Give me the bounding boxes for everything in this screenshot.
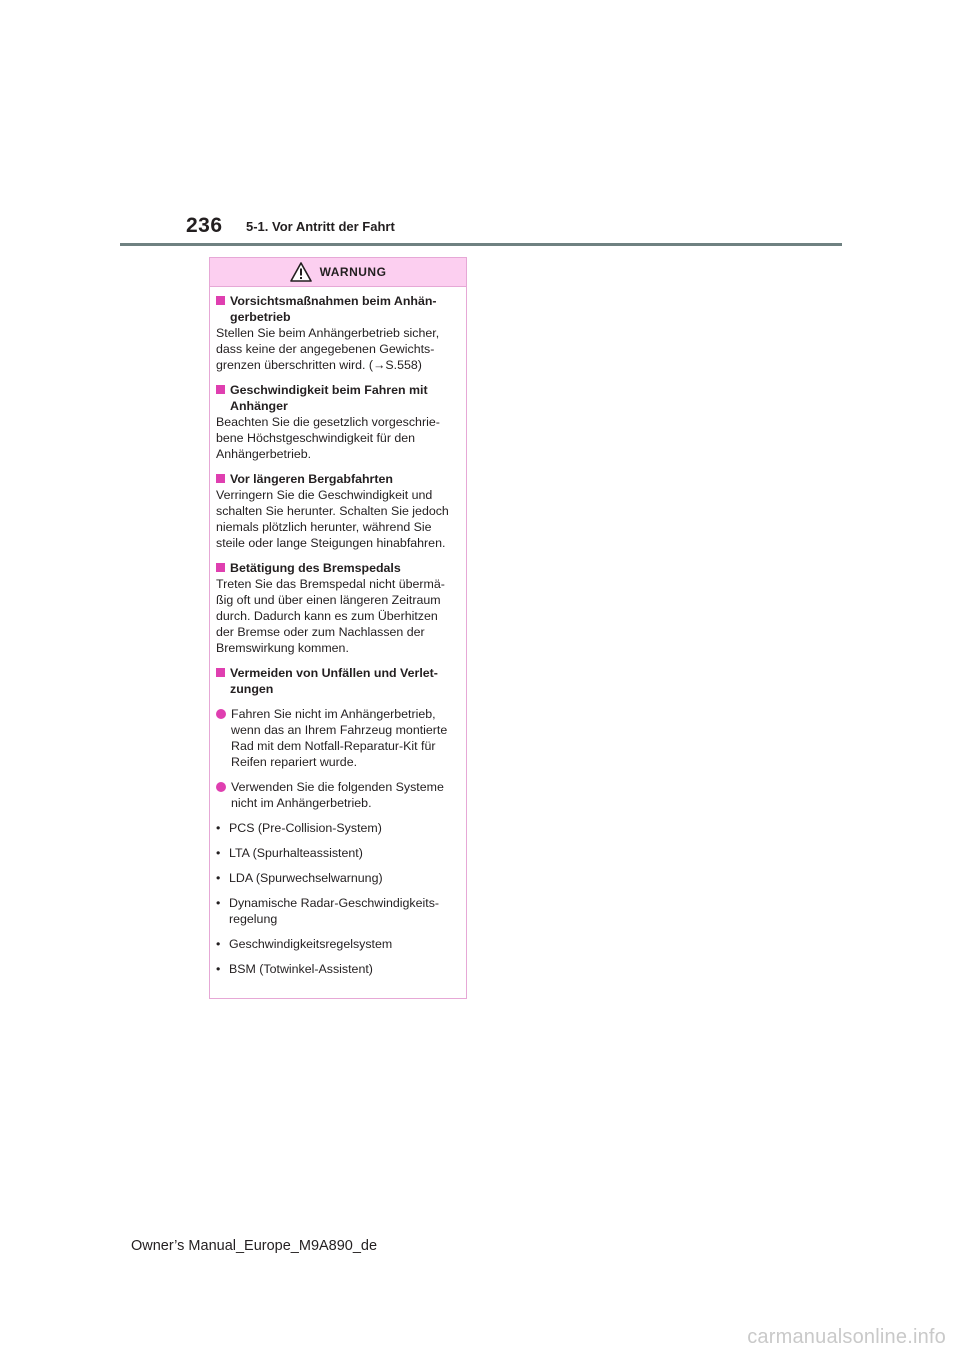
warning-body [210,287,466,977]
warning-title: WARNUNG [319,265,387,279]
section-heading: Vor längeren Bergabfahrten [216,471,460,487]
section-text: Beachten Sie die gesetzlich vorgeschrie- bene Höchstgeschwindigkeit für den Anhängerbetrieb. [216,415,440,461]
section-text: Verringern Sie die Geschwindigkeit und schalten Sie herunter. Schalten Sie jedoch niemals plötzlich herunter, während Sie steile oder lange Steigungen hinabfahren. [216,488,449,550]
section-heading: Vermeiden von Unfällen und Verlet- zungen [216,665,460,697]
square-bullet-icon [216,296,225,305]
warning-triangle-icon [290,262,312,282]
section-title: 5-1. Vor Antritt der Fahrt [246,219,395,234]
warning-section-downhill [216,471,460,551]
system-list-item: • LDA (Spurwechselwarnung) [216,871,383,885]
section-text: Treten Sie das Bremspedal nicht übermä- ßig oft und über einen längeren Zeitraum durch. Dadurch kann es zum Überhitzen der Bremse oder zum Nachlassen der Bremswirkung kommen. [216,577,445,655]
square-bullet-icon [216,668,225,677]
dot-bullet-icon: • [216,821,221,835]
section-heading: Vorsichtsmaßnahmen beim Anhän- gerbetrieb [216,293,460,325]
page-number: 236 [186,214,223,237]
system-list-item: • Dynamische Radar-Geschwindigkeits- regelung [216,896,440,926]
warning-section-brake-pedal [216,560,460,656]
list-item: Verwenden Sie die folgenden Systeme nicht im Anhängerbetrieb. [216,779,460,811]
warning-section-trailer-precautions [216,293,460,373]
circle-bullet-icon [216,709,226,719]
circle-bullet-icon [216,782,226,792]
watermark: carmanualsonline.info [747,1326,946,1348]
warning-section-accidents [216,665,460,697]
square-bullet-icon [216,474,225,483]
list-item: Fahren Sie nicht im Anhängerbetrieb, wenn das an Ihrem Fahrzeug montierte Rad mit dem Notfall-Reparatur-Kit für Reifen repariert wurde. [216,706,460,770]
dot-bullet-icon: • [216,937,221,951]
section-heading: Betätigung des Bremspedals [216,560,460,576]
dot-bullet-icon: • [216,962,221,976]
dot-bullet-icon: • [216,871,221,885]
warning-section-speed [216,382,460,462]
square-bullet-icon [216,563,225,572]
section-text: Stellen Sie beim Anhängerbetrieb sicher, dass keine der angegebenen Gewichts- grenzen überschritten wird. (→S.558) [216,326,440,372]
square-bullet-icon [216,385,225,394]
warning-header [210,258,466,287]
system-list-item: • LTA (Spurhalteassistent) [216,846,363,860]
system-list-item: • PCS (Pre-Collision-System) [216,821,382,835]
page-footer [0,1238,960,1254]
section-heading: Geschwindigkeit beim Fahren mit Anhänger [216,382,460,414]
warning-box [209,257,467,999]
dot-bullet-icon: • [216,896,221,910]
footer-text: Owner’s Manual_Europe_M9A890_de [130,1238,378,1254]
system-list-item: • Geschwindigkeitsregelsystem [216,937,393,951]
system-list-item: • BSM (Totwinkel-Assistent) [216,962,373,976]
header-rule [120,243,842,246]
dot-bullet-icon: • [216,846,221,860]
